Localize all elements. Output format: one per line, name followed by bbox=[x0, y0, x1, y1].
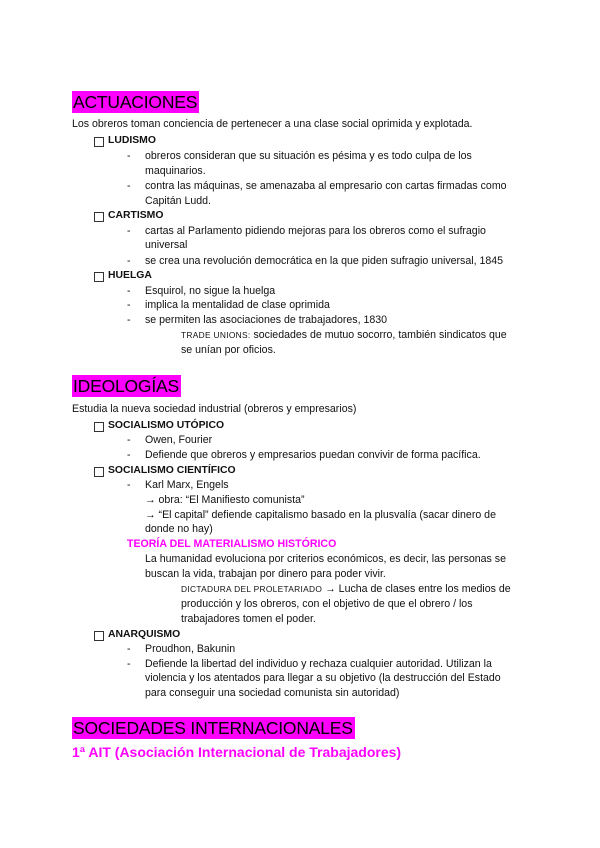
anarquismo-line-2b: violencia y los atentados para llegar a su objetivo (la destrucción del Estado bbox=[145, 672, 501, 684]
trade-unions-line bbox=[181, 328, 507, 343]
bullet-dash: - bbox=[127, 479, 131, 491]
actuaciones-intro: Los obreros toman conciencia de pertenecer a una clase social oprimida y explotada. bbox=[72, 118, 473, 130]
teoria-materialismo-title: TEORÍA DEL MATERIALISMO HISTÓRICO bbox=[127, 538, 337, 550]
dictadura-line bbox=[181, 582, 511, 597]
heading-ideologias: IDEOLOGÍAS bbox=[73, 376, 179, 396]
teoria-line-2: buscan la vida, trabajan por dinero para poder vivir. bbox=[145, 568, 386, 580]
checkbox-socialismo-utopico[interactable] bbox=[94, 422, 104, 432]
heading-sociedades-internacionales: SOCIEDADES INTERNACIONALES bbox=[73, 718, 353, 738]
cientifico-arrow-2: → “El capital” defiende capitalismo basado en la plusvalía (sacar dinero de bbox=[145, 509, 496, 521]
cientifico-arrow-2b: donde no hay) bbox=[145, 523, 213, 535]
label-cartismo: CARTISMO bbox=[108, 210, 164, 221]
bullet-dash: - bbox=[127, 150, 131, 162]
bullet-dash: - bbox=[127, 434, 131, 446]
anarquismo-line-2c: para conseguir una sociedad comunista sin autoridad) bbox=[145, 687, 400, 699]
huelga-line-1: Esquirol, no sigue la huelga bbox=[145, 285, 276, 297]
label-anarquismo: ANARQUISMO bbox=[108, 629, 181, 640]
bullet-dash: - bbox=[127, 299, 131, 311]
ideologias-intro: Estudia la nueva sociedad industrial (obreros y empresarios) bbox=[72, 403, 357, 415]
trade-unions-text: sociedades de mutuo socorro, también sindicatos que bbox=[250, 329, 507, 341]
dictadura-term: DICTADURA DEL PROLETARIADO bbox=[181, 584, 323, 594]
trade-unions-line-2: se unían por oficios. bbox=[181, 344, 276, 356]
cientifico-line-1: Karl Marx, Engels bbox=[145, 479, 229, 491]
trade-unions-term: TRADE UNIONS: bbox=[181, 330, 251, 340]
checkbox-socialismo-cientifico[interactable] bbox=[94, 467, 104, 477]
dictadura-line-2: producción y los obreros, con el objetivo de que el obrero / los bbox=[181, 598, 473, 610]
huelga-line-2: implica la mentalidad de clase oprimida bbox=[145, 299, 330, 311]
anarquismo-line-2: Defiende la libertad del individuo y rechaza cualquier autoridad. Utilizan la bbox=[145, 658, 492, 670]
ludismo-line-2b: Capitán Ludd. bbox=[145, 195, 211, 207]
label-ludismo: LUDISMO bbox=[108, 135, 156, 146]
utopico-line-2: Defiende que obreros y empresarios puedan convivir de forma pacífica. bbox=[145, 449, 481, 461]
utopico-line-1: Owen, Fourier bbox=[145, 434, 213, 446]
checkbox-ludismo[interactable] bbox=[94, 137, 104, 147]
anarquismo-line-1: Proudhon, Bakunin bbox=[145, 643, 236, 655]
bullet-dash: - bbox=[127, 314, 131, 326]
ludismo-line-2: contra las máquinas, se amenazaba al empresario con cartas firmadas como bbox=[145, 180, 507, 192]
ait-title: 1ª AIT (Asociación Internacional de Trabajadores) bbox=[72, 744, 402, 760]
bullet-dash: - bbox=[127, 658, 131, 670]
label-socialismo-utopico: SOCIALISMO UTÓPICO bbox=[108, 420, 225, 431]
bullet-dash: - bbox=[127, 449, 131, 461]
bullet-dash: - bbox=[127, 255, 131, 267]
checkbox-cartismo[interactable] bbox=[94, 212, 104, 222]
label-socialismo-cientifico: SOCIALISMO CIENTÍFICO bbox=[108, 465, 236, 476]
checkbox-anarquismo[interactable] bbox=[94, 631, 104, 641]
checkbox-huelga[interactable] bbox=[94, 272, 104, 282]
cientifico-arrow-1: → obra: “El Manifiesto comunista” bbox=[145, 494, 305, 506]
cartismo-line-1: cartas al Parlamento pidiendo mejoras para los obreros como el sufragio bbox=[145, 225, 486, 237]
dictadura-line-3: trabajadores tomen el poder. bbox=[181, 613, 316, 625]
bullet-dash: - bbox=[127, 180, 131, 192]
huelga-line-3: se permiten las asociaciones de trabajadores, 1830 bbox=[145, 314, 388, 326]
bullet-dash: - bbox=[127, 285, 131, 297]
ludismo-line-1b: maquinarios. bbox=[145, 165, 206, 177]
bullet-dash: - bbox=[127, 225, 131, 237]
cartismo-line-1b: universal bbox=[145, 239, 188, 251]
dictadura-text: → Lucha de clases entre los medios de bbox=[322, 583, 511, 595]
heading-actuaciones: ACTUACIONES bbox=[73, 92, 198, 112]
teoria-line-1: La humanidad evoluciona por criterios económicos, es decir, las personas se bbox=[145, 553, 506, 565]
label-huelga: HUELGA bbox=[108, 270, 152, 281]
ludismo-line-1: obreros consideran que su situación es pésima y es todo culpa de los bbox=[145, 150, 472, 162]
bullet-dash: - bbox=[127, 643, 131, 655]
cartismo-line-2: se crea una revolución democrática en la que piden sufragio universal, 1845 bbox=[145, 255, 504, 267]
